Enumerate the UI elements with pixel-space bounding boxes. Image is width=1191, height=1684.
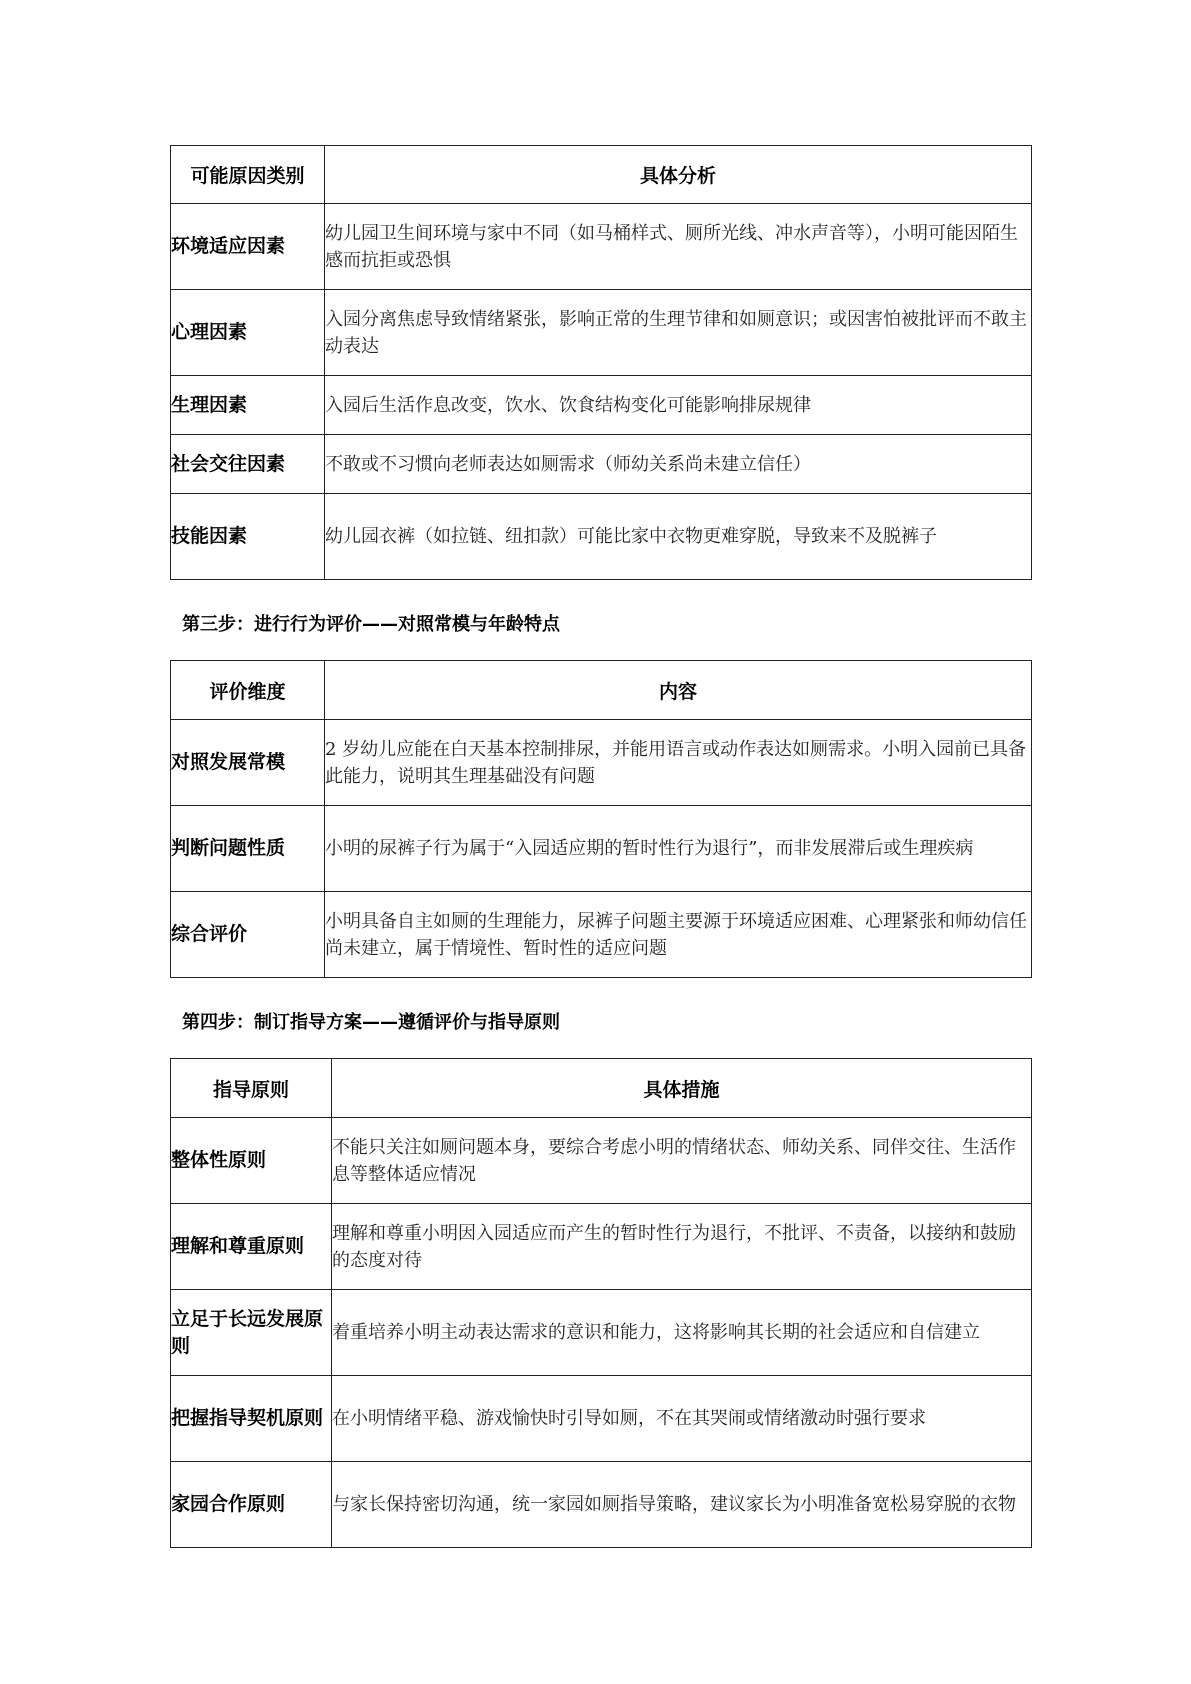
column-header-measures: 具体措施 — [332, 1059, 1032, 1118]
row-value: 幼儿园衣裤（如拉链、纽扣款）可能比家中衣物更难穿脱，导致来不及脱裤子 — [325, 494, 1032, 580]
row-label: 社会交往因素 — [171, 435, 325, 494]
row-value: 与家长保持密切沟通，统一家园如厕指导策略，建议家长为小明准备宽松易穿脱的衣物 — [332, 1462, 1032, 1548]
column-header-category: 可能原因类别 — [171, 146, 325, 204]
table-row — [171, 435, 1032, 494]
row-label: 对照发展常模 — [171, 720, 325, 806]
row-value: 入园分离焦虑导致情绪紧张，影响正常的生理节律和如厕意识；或因害怕被批评而不敢主动表达 — [325, 290, 1032, 376]
column-header-content: 内容 — [325, 661, 1032, 720]
cause-analysis-table — [170, 145, 1032, 580]
table-row — [171, 1290, 1032, 1376]
column-header-analysis: 具体分析 — [325, 146, 1032, 204]
row-value: 着重培养小明主动表达需求的意识和能力，这将影响其长期的社会适应和自信建立 — [332, 1290, 1032, 1376]
table-row — [171, 376, 1032, 435]
row-value: 不敢或不习惯向老师表达如厕需求（师幼关系尚未建立信任） — [325, 435, 1032, 494]
row-label: 环境适应因素 — [171, 204, 325, 290]
evaluation-table — [170, 660, 1032, 978]
row-value: 小明的尿裤子行为属于“入园适应期的暂时性行为退行”，而非发展滞后或生理疾病 — [325, 806, 1032, 892]
table-row — [171, 892, 1032, 978]
table-header-row — [171, 661, 1032, 720]
table-row — [171, 204, 1032, 290]
row-label: 立足于长远发展原则 — [171, 1290, 332, 1376]
row-label: 生理因素 — [171, 376, 325, 435]
row-label: 心理因素 — [171, 290, 325, 376]
guidance-table — [170, 1058, 1032, 1548]
row-value: 幼儿园卫生间环境与家中不同（如马桶样式、厕所光线、冲水声音等），小明可能因陌生感而抗拒或恐惧 — [325, 204, 1032, 290]
table-header-row — [171, 146, 1032, 204]
step-four-heading: 第四步：制订指导方案——遵循评价与指导原则 — [182, 1012, 560, 1033]
table-row — [171, 1204, 1032, 1290]
row-label: 整体性原则 — [171, 1118, 332, 1204]
table-row — [171, 290, 1032, 376]
row-label: 理解和尊重原则 — [171, 1204, 332, 1290]
table-row — [171, 1118, 1032, 1204]
row-label: 把握指导契机原则 — [171, 1376, 332, 1462]
table-row — [171, 720, 1032, 806]
row-label: 技能因素 — [171, 494, 325, 580]
column-header-dimension: 评价维度 — [171, 661, 325, 720]
row-value: 小明具备自主如厕的生理能力，尿裤子问题主要源于环境适应困难、心理紧张和师幼信任尚未建立，属于情境性、暂时性的适应问题 — [325, 892, 1032, 978]
row-label: 判断问题性质 — [171, 806, 325, 892]
row-label: 家园合作原则 — [171, 1462, 332, 1548]
column-header-principle: 指导原则 — [171, 1059, 332, 1118]
table-row — [171, 806, 1032, 892]
row-label: 综合评价 — [171, 892, 325, 978]
table-header-row — [171, 1059, 1032, 1118]
row-value: 在小明情绪平稳、游戏愉快时引导如厕，不在其哭闹或情绪激动时强行要求 — [332, 1376, 1032, 1462]
step-three-heading: 第三步：进行行为评价——对照常模与年龄特点 — [182, 614, 560, 635]
row-value: 2 岁幼儿应能在白天基本控制排尿，并能用语言或动作表达如厕需求。小明入园前已具备此能力，说明其生理基础没有问题 — [325, 720, 1032, 806]
table-row — [171, 494, 1032, 580]
table-row — [171, 1376, 1032, 1462]
row-value: 理解和尊重小明因入园适应而产生的暂时性行为退行，不批评、不责备，以接纳和鼓励的态度对待 — [332, 1204, 1032, 1290]
table-row — [171, 1462, 1032, 1548]
row-value: 入园后生活作息改变，饮水、饮食结构变化可能影响排尿规律 — [325, 376, 1032, 435]
row-value: 不能只关注如厕问题本身，要综合考虑小明的情绪状态、师幼关系、同伴交往、生活作息等整体适应情况 — [332, 1118, 1032, 1204]
